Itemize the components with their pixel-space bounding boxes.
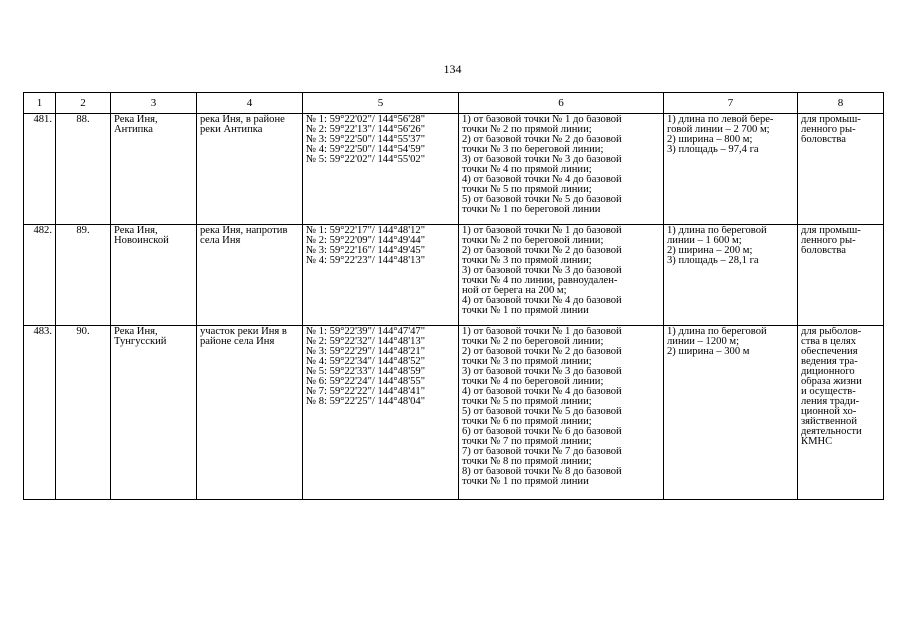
column-header: 7: [664, 93, 798, 114]
boundary-line: 4) от базовой точки № 4 до базовой: [462, 296, 622, 306]
dimension-line: 3) площадь – 28,1 га: [667, 256, 759, 266]
purpose-line: зяйственной: [801, 417, 858, 427]
boundary-line: точки № 4 по прямой линии;: [462, 165, 592, 175]
base-point: № 1: 59°22'02"/ 144°56'28": [306, 115, 426, 125]
base-point: № 2: 59°22'32"/ 144°48'13": [306, 337, 426, 347]
area-location: река Иня, в районе реки Антипка: [197, 114, 303, 225]
dimension-line: линии – 1 600 м;: [667, 236, 742, 246]
dimension-line: линии – 1200 м;: [667, 337, 740, 347]
base-point: № 1: 59°22'17"/ 144°48'12": [306, 226, 426, 236]
dimension-line: говой линии – 2 700 м;: [667, 125, 770, 135]
boundary-line: точки № 2 по прямой линии;: [462, 125, 592, 135]
boundary-line: 3) от базовой точки № 3 до базовой: [462, 266, 622, 276]
row-number: 482.: [24, 225, 56, 326]
table-row: [24, 114, 884, 225]
purpose-line: ленного ры-: [801, 236, 856, 246]
base-point: № 3: 59°22'16"/ 144°49'45": [306, 246, 426, 256]
purpose-line: боловства: [801, 135, 846, 145]
boundary-line: точки № 4 по береговой линии;: [462, 377, 604, 387]
purpose-line: для промыш-: [801, 115, 861, 125]
boundary-line: 3) от базовой точки № 3 до базовой: [462, 367, 622, 377]
column-header: 4: [197, 93, 303, 114]
boundary-line: точки № 2 по береговой линии;: [462, 236, 604, 246]
boundary-line: точки № 8 по прямой линии;: [462, 457, 592, 467]
base-point: № 5: 59°22'02"/ 144°55'02": [306, 155, 426, 165]
purpose-line: обеспечения: [801, 347, 858, 357]
row-number: 481.: [24, 114, 56, 225]
dimension-line: 1) длина по левой бере-: [667, 115, 774, 125]
dimension-line: 3) площадь – 97,4 га: [667, 145, 759, 155]
purpose-line: образа жизни: [801, 377, 862, 387]
purpose-line: ства в целях: [801, 337, 857, 347]
purpose-line: и осуществ-: [801, 387, 856, 397]
base-point: № 4: 59°22'23"/ 144°48'13": [306, 256, 426, 266]
base-point: № 3: 59°22'50"/ 144°55'37": [306, 135, 426, 145]
boundary-line: 8) от базовой точки № 8 до базовой: [462, 467, 622, 477]
dimension-line: 2) ширина – 800 м;: [667, 135, 753, 145]
boundary-line: точки № 1 по прямой линии: [462, 477, 589, 487]
fishing-areas-table: [23, 92, 884, 500]
column-header: 8: [798, 93, 884, 114]
column-header: 2: [56, 93, 111, 114]
boundary-line: 7) от базовой точки № 7 до базовой: [462, 447, 622, 457]
purpose-line: ления тради-: [801, 397, 860, 407]
purpose-line: КМНС: [801, 437, 833, 447]
boundary-description: [459, 225, 664, 326]
boundary-line: 1) от базовой точки № 1 до базовой: [462, 327, 622, 337]
row-sub-number: 88.: [56, 114, 111, 225]
boundary-line: точки № 5 по прямой линии;: [462, 397, 592, 407]
purpose-line: деятельности: [801, 427, 862, 437]
boundary-description: [459, 114, 664, 225]
area-location: река Иня, напротив села Иня: [197, 225, 303, 326]
row-sub-number: 89.: [56, 225, 111, 326]
boundary-line: точки № 3 по прямой линии;: [462, 357, 592, 367]
purpose-line: ционной хо-: [801, 407, 857, 417]
area-purpose: [798, 326, 884, 500]
boundary-line: 4) от базовой точки № 4 до базовой: [462, 175, 622, 185]
column-header: 3: [111, 93, 197, 114]
purpose-line: диционного: [801, 367, 855, 377]
boundary-line: 2) от базовой точки № 2 до базовой: [462, 246, 622, 256]
area-dimensions: [664, 114, 798, 225]
area-purpose: [798, 225, 884, 326]
base-points: [303, 114, 459, 225]
boundary-line: 2) от базовой точки № 2 до базовой: [462, 135, 622, 145]
boundary-line: ной от берега на 200 м;: [462, 286, 567, 296]
base-point: № 3: 59°22'29"/ 144°48'21": [306, 347, 426, 357]
boundary-line: точки № 1 по береговой линии: [462, 205, 601, 215]
dimension-line: 2) ширина – 300 м: [667, 347, 750, 357]
boundary-line: 1) от базовой точки № 1 до базовой: [462, 226, 622, 236]
purpose-line: для рыболов-: [801, 327, 862, 337]
base-point: № 2: 59°22'09"/ 144°49'44": [306, 236, 426, 246]
table-row: [24, 326, 884, 500]
area-purpose: [798, 114, 884, 225]
boundary-line: 4) от базовой точки № 4 до базовой: [462, 387, 622, 397]
purpose-line: ленного ры-: [801, 125, 856, 135]
dimension-line: 1) длина по береговой: [667, 226, 767, 236]
column-header: 5: [303, 93, 459, 114]
area-name: Река Иня, Тунгусский: [111, 326, 197, 500]
column-header: 1: [24, 93, 56, 114]
boundary-line: точки № 5 по прямой линии;: [462, 185, 592, 195]
base-point: № 6: 59°22'24"/ 144°48'55": [306, 377, 426, 387]
purpose-line: для промыш-: [801, 226, 861, 236]
row-number: 483.: [24, 326, 56, 500]
base-point: № 5: 59°22'33"/ 144°48'59": [306, 367, 426, 377]
purpose-line: ведения тра-: [801, 357, 858, 367]
base-point: № 7: 59°22'22"/ 144°48'41": [306, 387, 426, 397]
boundary-line: точки № 1 по прямой линии: [462, 306, 589, 316]
base-points: [303, 225, 459, 326]
base-points: [303, 326, 459, 500]
base-point: № 2: 59°22'13"/ 144°56'26": [306, 125, 426, 135]
column-number-row: [24, 93, 884, 114]
area-location: участок реки Иня в районе села Иня: [197, 326, 303, 500]
boundary-line: точки № 2 по береговой линии;: [462, 337, 604, 347]
dimension-line: 1) длина по береговой: [667, 327, 767, 337]
area-name: Река Иня, Антипка: [111, 114, 197, 225]
boundary-line: точки № 6 по прямой линии;: [462, 417, 592, 427]
boundary-line: 6) от базовой точки № 6 до базовой: [462, 427, 622, 437]
boundary-line: точки № 4 по линии, равноудален-: [462, 276, 618, 286]
boundary-line: точки № 7 по прямой линии;: [462, 437, 592, 447]
base-point: № 4: 59°22'34"/ 144°48'52": [306, 357, 426, 367]
boundary-line: 2) от базовой точки № 2 до базовой: [462, 347, 622, 357]
boundary-description: [459, 326, 664, 500]
row-sub-number: 90.: [56, 326, 111, 500]
base-point: № 4: 59°22'50"/ 144°54'59": [306, 145, 426, 155]
boundary-line: 1) от базовой точки № 1 до базовой: [462, 115, 622, 125]
area-dimensions: [664, 326, 798, 500]
boundary-line: точки № 3 по прямой линии;: [462, 256, 592, 266]
table-row: [24, 225, 884, 326]
dimension-line: 2) ширина – 200 м;: [667, 246, 753, 256]
area-name: Река Иня, Новоинской: [111, 225, 197, 326]
base-point: № 1: 59°22'39"/ 144°47'47": [306, 327, 426, 337]
boundary-line: 5) от базовой точки № 5 до базовой: [462, 407, 622, 417]
base-point: № 8: 59°22'25"/ 144°48'04": [306, 397, 426, 407]
boundary-line: точки № 3 по береговой линии;: [462, 145, 604, 155]
column-header: 6: [459, 93, 664, 114]
boundary-line: 5) от базовой точки № 5 до базовой: [462, 195, 622, 205]
page-number: 134: [443, 62, 462, 76]
purpose-line: боловства: [801, 246, 846, 256]
area-dimensions: [664, 225, 798, 326]
boundary-line: 3) от базовой точки № 3 до базовой: [462, 155, 622, 165]
